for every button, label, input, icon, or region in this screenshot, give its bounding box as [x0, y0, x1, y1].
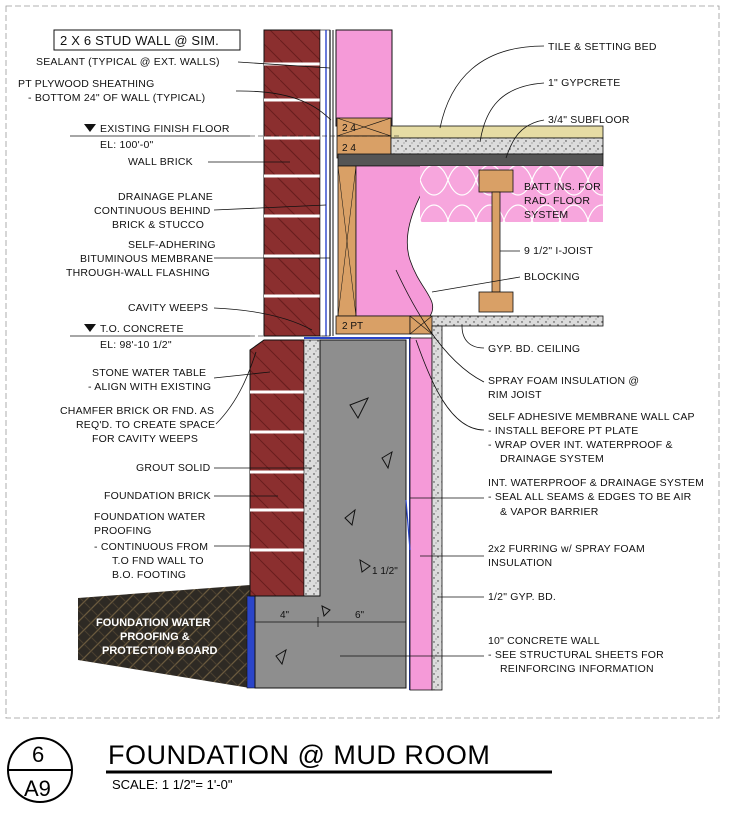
furring-label-2: INSULATION — [488, 557, 553, 569]
chamfer-label-1: CHAMFER BRICK OR FND. AS — [60, 405, 215, 417]
fnd-wp-label-5: B.O. FOOTING — [112, 569, 187, 581]
wall-cap-label-1: SELF ADHESIVE MEMBRANE WALL CAP — [488, 411, 695, 423]
drainage-label-1: DRAINAGE PLANE — [118, 191, 213, 203]
flashing-label-2: BITUMINOUS MEMBRANE — [80, 253, 214, 265]
spray-rim-label-2: RIM JOIST — [488, 389, 542, 401]
concrete-label-2: - SEE STRUCTURAL SHEETS FOR — [488, 649, 664, 661]
spray-rim-label-1: SPRAY FOAM INSULATION @ — [488, 375, 640, 387]
air-cavity — [320, 30, 330, 336]
batt-label-2: RAD. FLOOR — [524, 195, 591, 207]
gyp-bd-label: 1/2" GYP. BD. — [488, 591, 556, 603]
int-wp-label-2: - SEAL ALL SEAMS & EDGES TO BE AIR — [488, 491, 692, 503]
protection-board — [247, 596, 255, 688]
blocking-label: BLOCKING — [524, 271, 580, 283]
stud-wall-label: 2 X 6 STUD WALL @ SIM. — [60, 33, 219, 48]
int-wp-label-3: & VAPOR BARRIER — [500, 506, 599, 518]
ijoist-label: 9 1/2" I-JOIST — [524, 245, 593, 257]
wall-brick — [264, 30, 320, 336]
plywood-label-2: - BOTTOM 24" OF WALL (TYPICAL) — [28, 92, 206, 104]
plate-label-upper: 2 4 — [342, 123, 356, 134]
detail-number: 6 — [32, 742, 45, 767]
gyp-ceiling — [410, 316, 603, 326]
title-block — [8, 738, 552, 802]
wall-cap-label-3: - WRAP OVER INT. WATERPROOF & — [488, 439, 673, 451]
water-table-label-2: - ALIGN WITH EXISTING — [88, 381, 212, 393]
finish-floor-label-2: EL: 100'-0" — [100, 139, 154, 151]
stud-wall-insulation — [336, 30, 392, 126]
drainage-label-3: BRICK & STUCCO — [112, 219, 205, 231]
grout-solid — [304, 340, 320, 600]
cavity-weeps-label: CAVITY WEEPS — [128, 302, 209, 314]
furring-label-1: 2x2 FURRING w/ SPRAY FOAM — [488, 543, 645, 555]
board-label-2: PROOFING & — [120, 631, 190, 643]
sealant-label: SEALANT (TYPICAL @ EXT. WALLS) — [36, 56, 220, 68]
gypcrete-layer — [391, 138, 603, 154]
gypcrete-label: 1" GYPCRETE — [548, 77, 621, 89]
concrete-label-1: 10" CONCRETE WALL — [488, 635, 600, 647]
detail-scale: SCALE: 1 1/2"= 1'-0" — [112, 777, 233, 792]
finish-floor-marker — [84, 124, 96, 132]
to-concrete-label-1: T.O. CONCRETE — [100, 323, 184, 335]
flashing-label-3: THROUGH-WALL FLASHING — [66, 267, 211, 279]
tile-label: TILE & SETTING BED — [548, 41, 657, 53]
to-concrete-label-2: EL: 98'-10 1/2" — [100, 339, 172, 351]
gyp-board — [432, 326, 442, 690]
board-label-1: FOUNDATION WATER — [96, 617, 211, 629]
dimension-6in: 6" — [355, 610, 365, 621]
wall-cap-label-4: DRAINAGE SYSTEM — [500, 453, 604, 465]
int-wp-label-1: INT. WATERPROOF & DRAINAGE SYSTEM — [488, 477, 705, 489]
fnd-wp-label-1: FOUNDATION WATER — [94, 511, 206, 523]
plate-label-lower: 2 4 — [342, 143, 356, 154]
i-joist — [479, 170, 513, 312]
wall-brick-label: WALL BRICK — [128, 156, 193, 168]
chamfer-label-3: FOR CAVITY WEEPS — [92, 433, 199, 445]
flashing-label-1: SELF-ADHERING — [128, 239, 216, 251]
dimension-4in: 4" — [280, 610, 290, 621]
chamfer-label-2: REQ'D. TO CREATE SPACE — [76, 419, 216, 431]
batt-label-1: BATT INS. FOR — [524, 181, 601, 193]
dimension-1-half: 1 1/2" — [372, 566, 398, 577]
board-label-3: PROTECTION BOARD — [102, 645, 218, 657]
tile-setting-bed — [391, 126, 603, 138]
fnd-wp-label-4: T.O FND WALL TO — [112, 555, 204, 567]
drainage-label-2: CONTINUOUS BEHIND — [94, 205, 211, 217]
gyp-ceiling-label: GYP. BD. CEILING — [488, 343, 581, 355]
to-concrete-marker — [84, 324, 96, 332]
plywood-label-1: PT PLYWOOD SHEATHING — [18, 78, 155, 90]
wall-cap-label-2: - INSTALL BEFORE PT PLATE — [488, 425, 639, 437]
fnd-wp-label-3: - CONTINUOUS FROM — [94, 541, 209, 553]
fnd-wp-label-2: PROOFING — [94, 525, 152, 537]
sheet-number: A9 — [24, 776, 51, 801]
detail-title: FOUNDATION @ MUD ROOM — [108, 740, 491, 770]
subfloor — [338, 154, 603, 166]
batt-label-3: SYSTEM — [524, 209, 569, 221]
water-table-label-1: STONE WATER TABLE — [92, 367, 207, 379]
fnd-brick-label: FOUNDATION BRICK — [104, 490, 211, 502]
furring-insulation — [410, 338, 432, 690]
subfloor-label: 3/4" SUBFLOOR — [548, 114, 630, 126]
concrete-label-3: REINFORCING INFORMATION — [500, 663, 654, 675]
finish-floor-label-1: EXISTING FINISH FLOOR — [100, 123, 230, 135]
grout-label: GROUT SOLID — [136, 462, 211, 474]
pt-plate-label: 2 PT — [342, 321, 364, 332]
